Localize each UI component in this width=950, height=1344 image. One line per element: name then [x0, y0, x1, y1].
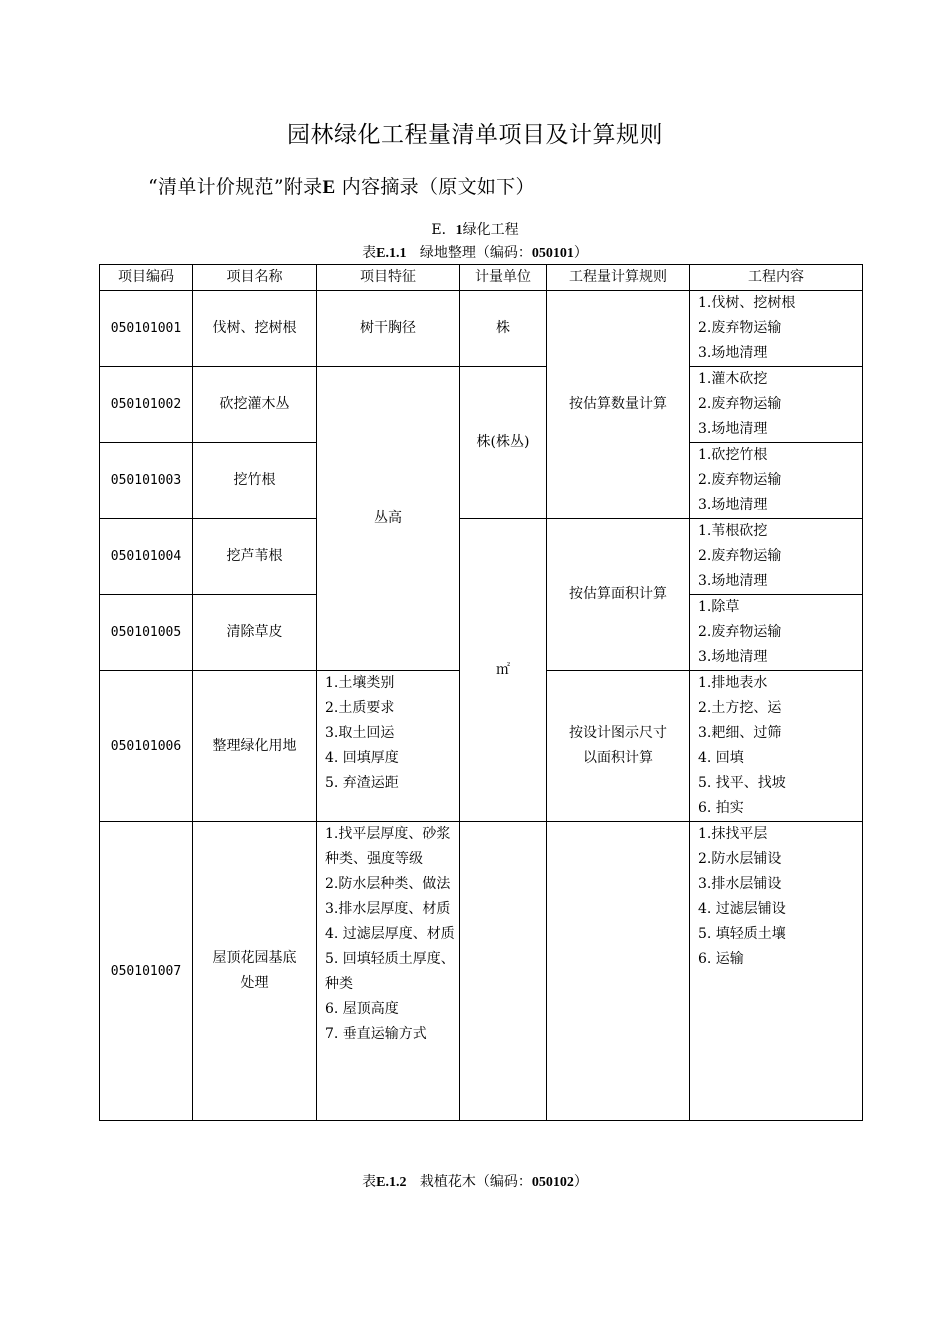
item-unit: 株 — [460, 291, 547, 367]
item-content: 1.排地表水 2.土方挖、运 3.耙细、过筛 4. 回填 5. 找平、找坡 6. 拍实 — [690, 671, 863, 822]
item-rule: 按估算数量计算 — [547, 291, 690, 519]
item-rule — [547, 822, 690, 1121]
item-content: 1.伐树、挖树根 2.废弃物运输 3.场地清理 — [690, 291, 863, 367]
header-content: 工程内容 — [690, 265, 863, 291]
item-code: 050101001 — [100, 291, 193, 367]
item-name: 砍挖灌木丛 — [193, 367, 317, 443]
item-unit: ㎡ — [460, 519, 547, 822]
subtitle: “清单计价规范”附录E 内容摘录（原文如下） — [148, 176, 535, 198]
item-name: 屋顶花园基底 处理 — [193, 822, 317, 1121]
section-heading: E．1绿化工程 — [431, 222, 519, 238]
header-features: 项目特征 — [317, 265, 460, 291]
item-feature: 1.找平层厚度、砂浆种类、强度等级 2.防水层种类、做法 3.排水层厚度、材质 4. 过滤层厚度、材质 5. 回填轻质土厚度、种类 6. 屋顶高度 7. 垂直运输方式 — [317, 822, 460, 1121]
item-name: 挖竹根 — [193, 443, 317, 519]
header-code: 项目编码 — [100, 265, 193, 291]
header-rule: 工程量计算规则 — [547, 265, 690, 291]
item-content: 1.灌木砍挖 2.废弃物运输 3.场地清理 — [690, 367, 863, 443]
item-code: 050101003 — [100, 443, 193, 519]
item-rule: 按估算面积计算 — [547, 519, 690, 671]
item-name: 挖芦苇根 — [193, 519, 317, 595]
page-title: 园林绿化工程量清单项目及计算规则 — [287, 122, 663, 148]
quantity-table — [99, 264, 863, 1121]
item-unit: 株(株丛) — [460, 367, 547, 519]
item-feature: 树干胸径 — [317, 291, 460, 367]
item-content: 1.抹找平层 2.防水层铺设 3.排水层铺设 4. 过滤层铺设 5. 填轻质土壤 6. 运输 — [690, 822, 863, 1121]
item-name: 清除草皮 — [193, 595, 317, 671]
item-content: 1.砍挖竹根 2.废弃物运输 3.场地清理 — [690, 443, 863, 519]
item-code: 050101004 — [100, 519, 193, 595]
item-name: 伐树、挖树根 — [193, 291, 317, 367]
table2-caption: 表E.1.2 栽植花木（编码：050102） — [362, 1174, 588, 1190]
item-rule: 按设计图示尺寸 以面积计算 — [547, 671, 690, 822]
table-row — [100, 822, 863, 1121]
table-row — [100, 367, 863, 443]
item-feature: 丛高 — [317, 367, 460, 671]
table1-caption: 表E.1.1 绿地整理（编码：050101） — [362, 245, 588, 261]
item-code: 050101002 — [100, 367, 193, 443]
table-header-row — [100, 265, 863, 291]
header-name: 项目名称 — [193, 265, 317, 291]
item-content: 1.苇根砍挖 2.废弃物运输 3.场地清理 — [690, 519, 863, 595]
item-code: 050101007 — [100, 822, 193, 1121]
item-feature: 1.土壤类别 2.土质要求 3.取土回运 4. 回填厚度 5. 弃渣运距 — [317, 671, 460, 822]
table-row — [100, 519, 863, 595]
item-content: 1.除草 2.废弃物运输 3.场地清理 — [690, 595, 863, 671]
item-code: 050101005 — [100, 595, 193, 671]
table-row — [100, 291, 863, 367]
item-unit — [460, 822, 547, 1121]
item-code: 050101006 — [100, 671, 193, 822]
item-name: 整理绿化用地 — [193, 671, 317, 822]
header-unit: 计量单位 — [460, 265, 547, 291]
